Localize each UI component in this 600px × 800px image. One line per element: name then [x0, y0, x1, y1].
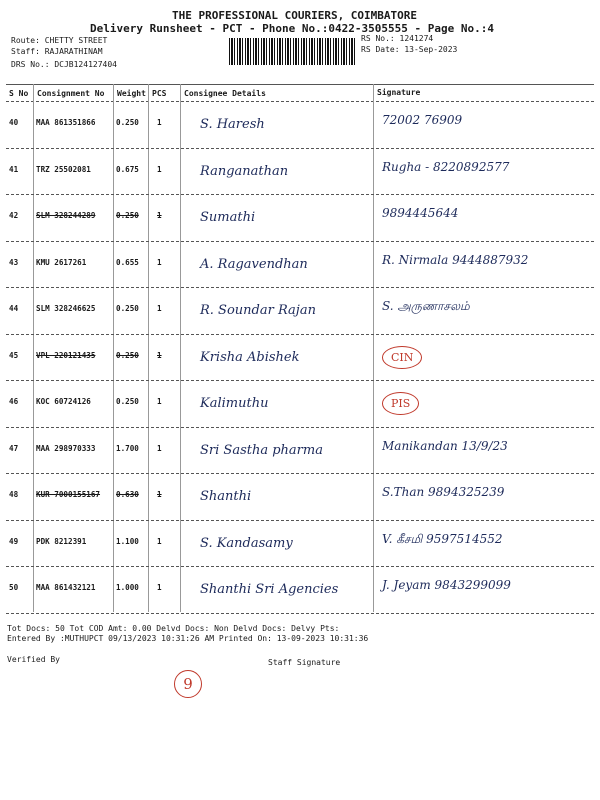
- row-consignment: TRZ 25502081: [36, 164, 91, 174]
- row-pcs: 1: [157, 583, 162, 592]
- row-weight: 0.250: [116, 304, 139, 313]
- staff-signature-label: Staff Signature: [268, 658, 341, 667]
- row-signature-handwriting: PIS: [382, 392, 419, 415]
- row-signature-handwriting: CIN: [382, 346, 422, 369]
- col-consignment: Consignment No: [37, 89, 105, 98]
- row-signature-handwriting: Rugha - 8220892577: [382, 159, 510, 174]
- row-pcs: 1: [157, 164, 162, 174]
- row-consignee-handwriting: S. Kandasamy: [200, 535, 293, 551]
- col-consignee: Consignee Details: [184, 89, 266, 98]
- col-signature: Signature: [377, 88, 421, 97]
- row-pcs: 1: [157, 304, 162, 313]
- row-separator: [6, 148, 594, 149]
- row-separator: [6, 613, 594, 614]
- row-pcs: 1: [157, 536, 162, 546]
- row-consignee-handwriting: Ranganathan: [200, 163, 289, 179]
- row-consignee-handwriting: Shanthi Sri Agencies: [200, 582, 339, 597]
- row-sno: 43: [9, 257, 19, 267]
- row-weight: 0.250: [116, 350, 139, 360]
- row-consignee-handwriting: Kalimuthu: [200, 396, 269, 411]
- row-sno: 49: [9, 536, 19, 546]
- row-consignment: MAA 298970333: [36, 443, 96, 453]
- row-pcs: 1: [157, 490, 162, 499]
- row-consignment: KMU 2617261: [36, 257, 87, 267]
- totals-line: Tot Docs: 50 Tot COD Amt: 0.00 Delvd Docs: Non Delvd Docs: Delvy Pts:: [7, 624, 340, 633]
- row-consignee-handwriting: Krisha Abishek: [200, 349, 300, 365]
- row-sno: 47: [9, 443, 19, 453]
- row-sno: 48: [9, 490, 19, 499]
- row-consignment: VPL 220121435: [36, 350, 96, 360]
- verified-by-label: Verified By: [7, 655, 60, 664]
- row-signature-handwriting: J. Jeyam 9843299099: [382, 578, 511, 592]
- row-weight: 0.250: [116, 118, 139, 127]
- row-consignment: KOC 60724126: [36, 397, 91, 406]
- row-sno: 40: [9, 118, 19, 127]
- row-weight: 0.655: [116, 257, 139, 267]
- row-sno: 45: [9, 350, 19, 360]
- col-sno: S No: [9, 89, 29, 98]
- row-consignment: SLM 328244289: [36, 211, 96, 220]
- row-consignee-handwriting: Sumathi: [200, 210, 256, 225]
- row-separator: [6, 520, 594, 521]
- row-pcs: 1: [157, 443, 162, 453]
- rs-date: RS Date: 13-Sep-2023: [361, 45, 458, 54]
- row-consignment: SLM 328246625: [36, 304, 96, 313]
- row-consignment: KUR 7000155167: [36, 490, 101, 499]
- company-title: THE PROFESSIONAL COURIERS, COIMBATORE: [172, 9, 418, 22]
- row-sno: 50: [9, 583, 19, 592]
- row-pcs: 1: [157, 118, 162, 127]
- row-separator: [6, 241, 594, 242]
- row-consignee-handwriting: R. Soundar Rajan: [200, 303, 316, 318]
- row-consignment: MAA 861351866: [36, 118, 96, 127]
- drs-label: DRS No.: DCJB124127404: [11, 60, 117, 69]
- row-pcs: 1: [157, 211, 162, 220]
- row-weight: 0.675: [116, 164, 139, 174]
- row-separator: [6, 194, 594, 195]
- row-weight: 0.250: [116, 211, 139, 220]
- row-signature-handwriting: S. அருணாசலம்: [382, 299, 470, 313]
- row-consignee-handwriting: Sri Sastha pharma: [200, 442, 323, 458]
- route-label: Route: CHETTY STREET: [11, 36, 108, 45]
- barcode: [229, 38, 357, 65]
- row-consignee-handwriting: A. Ragavendhan: [200, 256, 308, 272]
- row-pcs: 1: [157, 350, 162, 360]
- row-pcs: 1: [157, 257, 162, 267]
- row-weight: 1.100: [116, 536, 139, 546]
- row-separator: [6, 334, 594, 335]
- row-consignee-handwriting: Shanthi: [200, 489, 252, 504]
- circled-number: 9: [174, 670, 202, 698]
- row-signature-handwriting: 72002 76909: [382, 113, 463, 127]
- row-signature-handwriting: R. Nirmala 9444887932: [382, 252, 529, 267]
- row-signature-handwriting: V. கீசமி 9597514552: [382, 531, 503, 546]
- col-pcs: PCS: [152, 89, 167, 98]
- row-weight: 1.700: [116, 443, 139, 453]
- row-consignment: MAA 861432121: [36, 583, 96, 592]
- row-weight: 0.630: [116, 490, 139, 499]
- row-signature-handwriting: Manikandan 13/9/23: [382, 438, 508, 453]
- row-consignee-handwriting: S. Haresh: [200, 117, 265, 132]
- row-pcs: 1: [157, 397, 162, 406]
- row-signature-handwriting: S.Than 9894325239: [382, 485, 505, 499]
- row-separator: [6, 427, 594, 428]
- row-weight: 0.250: [116, 397, 139, 406]
- rs-no: RS No.: 1241274: [361, 34, 434, 43]
- runsheet-subtitle: Delivery Runsheet - PCT - Phone No.:0422-3505555 - Page No.:4: [90, 22, 494, 35]
- row-sno: 44: [9, 304, 19, 313]
- staff-label: Staff: RAJARATHINAM: [11, 47, 103, 56]
- row-weight: 1.000: [116, 583, 139, 592]
- row-signature-handwriting: 9894445644: [382, 206, 459, 220]
- row-sno: 41: [9, 164, 19, 174]
- entered-by-line: Entered By :MUTHUPCT 09/13/2023 10:31:26 AM Printed On: 13-09-2023 10:31:36: [7, 634, 369, 643]
- row-sno: 46: [9, 397, 19, 406]
- row-sno: 42: [9, 211, 19, 220]
- col-weight: Weight: [117, 89, 146, 98]
- row-separator: [6, 287, 594, 288]
- row-separator: [6, 473, 594, 474]
- row-separator: [6, 566, 594, 567]
- row-consignment: PDK 8212391: [36, 536, 87, 546]
- row-separator: [6, 380, 594, 381]
